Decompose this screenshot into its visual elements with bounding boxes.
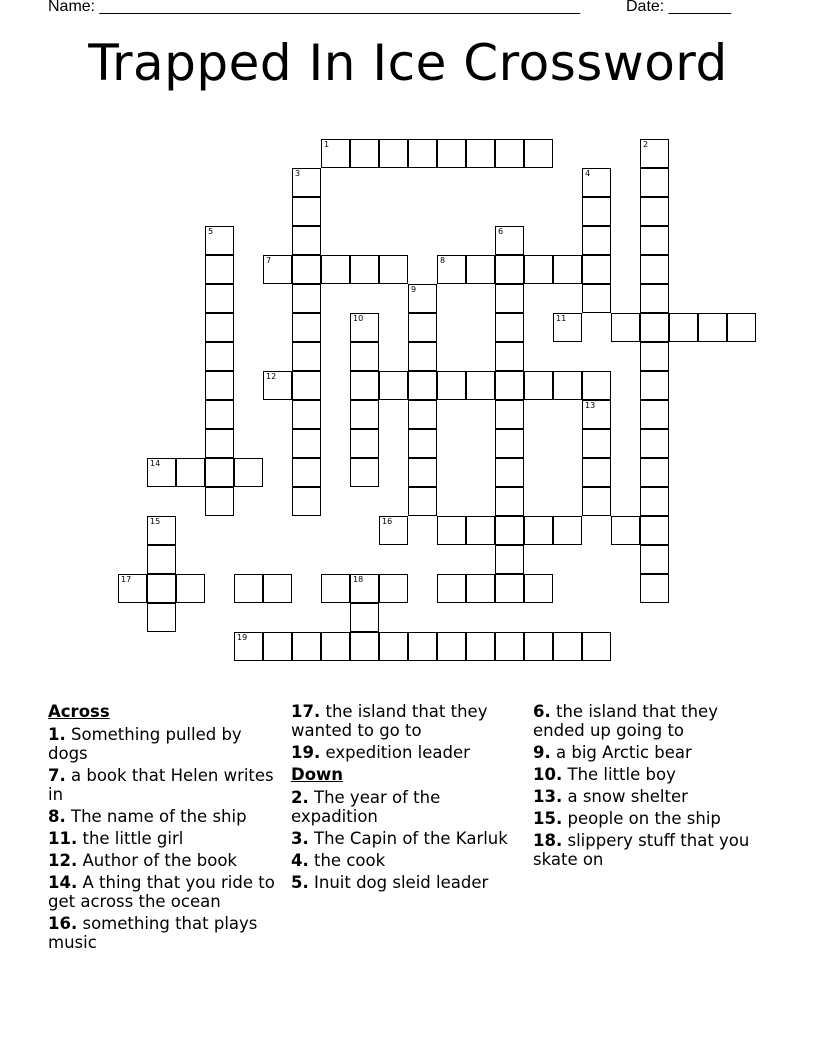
grid-cell[interactable] bbox=[408, 458, 437, 487]
grid-cell[interactable] bbox=[466, 371, 495, 400]
clue-text: Something pulled by dogs bbox=[48, 725, 242, 763]
clue-down-3 bbox=[291, 829, 521, 848]
clue-number: 16. bbox=[48, 914, 78, 933]
clue-number: 9. bbox=[533, 743, 551, 762]
grid-cell[interactable] bbox=[640, 255, 669, 284]
grid-cell[interactable] bbox=[698, 313, 727, 342]
grid-cell[interactable] bbox=[147, 545, 176, 574]
clues-column-1 bbox=[48, 702, 276, 955]
grid-cell[interactable] bbox=[582, 487, 611, 516]
grid-cell[interactable] bbox=[263, 255, 292, 284]
grid-cell[interactable] bbox=[292, 168, 321, 197]
grid-cell[interactable] bbox=[263, 371, 292, 400]
clue-across-19 bbox=[291, 743, 521, 762]
clue-text: the island that they wanted to go to bbox=[291, 702, 488, 740]
grid-cell[interactable] bbox=[582, 197, 611, 226]
grid-cell[interactable] bbox=[437, 574, 466, 603]
grid-cell[interactable] bbox=[495, 574, 524, 603]
grid-cell[interactable] bbox=[350, 603, 379, 632]
clue-text: The little boy bbox=[567, 765, 676, 784]
clue-across-16 bbox=[48, 914, 276, 952]
grid-cell[interactable] bbox=[147, 574, 176, 603]
grid-cell[interactable] bbox=[292, 371, 321, 400]
grid-cell[interactable] bbox=[582, 284, 611, 313]
grid-cell[interactable] bbox=[292, 487, 321, 516]
clue-text: slippery stuff that you skate on bbox=[533, 831, 750, 869]
grid-cell[interactable] bbox=[379, 574, 408, 603]
clue-across-8 bbox=[48, 807, 276, 826]
grid-cell[interactable] bbox=[640, 458, 669, 487]
grid-cell[interactable] bbox=[379, 516, 408, 545]
clue-text: the little girl bbox=[82, 829, 184, 848]
grid-cell[interactable] bbox=[466, 574, 495, 603]
clue-number: 3. bbox=[291, 829, 309, 848]
grid-cell[interactable] bbox=[292, 458, 321, 487]
grid-cell[interactable] bbox=[640, 400, 669, 429]
clue-number: 10. bbox=[533, 765, 563, 784]
grid-cell[interactable] bbox=[524, 632, 553, 661]
grid-cell[interactable] bbox=[350, 574, 379, 603]
grid-cell[interactable] bbox=[379, 632, 408, 661]
clues-column-3 bbox=[533, 702, 773, 872]
clue-text: something that plays music bbox=[48, 914, 258, 952]
clue-number: 15. bbox=[533, 809, 563, 828]
grid-cell[interactable] bbox=[466, 139, 495, 168]
grid-cell[interactable] bbox=[176, 458, 205, 487]
clue-number-label: 8 bbox=[440, 256, 446, 265]
clue-number: 11. bbox=[48, 829, 78, 848]
grid-cell[interactable] bbox=[205, 255, 234, 284]
clue-text: The year of the expadition bbox=[291, 788, 441, 826]
grid-cell[interactable] bbox=[408, 284, 437, 313]
clues-column-2 bbox=[291, 702, 521, 895]
clue-down-18 bbox=[533, 831, 773, 869]
grid-cell[interactable] bbox=[553, 632, 582, 661]
grid-cell[interactable] bbox=[408, 139, 437, 168]
clue-number: 12. bbox=[48, 851, 78, 870]
grid-cell[interactable] bbox=[350, 458, 379, 487]
grid-cell[interactable] bbox=[408, 342, 437, 371]
grid-cell[interactable] bbox=[147, 458, 176, 487]
grid-cell[interactable] bbox=[495, 400, 524, 429]
grid-cell[interactable] bbox=[611, 313, 640, 342]
grid-cell[interactable] bbox=[437, 632, 466, 661]
grid-cell[interactable] bbox=[350, 313, 379, 342]
grid-cell[interactable] bbox=[205, 226, 234, 255]
clue-across-7 bbox=[48, 766, 276, 804]
grid-cell[interactable] bbox=[495, 545, 524, 574]
grid-cell[interactable] bbox=[524, 516, 553, 545]
grid-cell[interactable] bbox=[350, 400, 379, 429]
grid-cell[interactable] bbox=[118, 574, 147, 603]
clue-text: a big Arctic bear bbox=[556, 743, 692, 762]
clue-number: 2. bbox=[291, 788, 309, 807]
name-field[interactable]: Name: ______________________________________________________ bbox=[48, 0, 581, 15]
grid-cell[interactable] bbox=[263, 632, 292, 661]
grid-cell[interactable] bbox=[495, 284, 524, 313]
grid-cell[interactable] bbox=[408, 400, 437, 429]
clue-across-14 bbox=[48, 873, 276, 911]
grid-cell[interactable] bbox=[234, 574, 263, 603]
clue-down-4 bbox=[291, 851, 521, 870]
clue-number-label: 2 bbox=[643, 140, 649, 149]
grid-cell[interactable] bbox=[263, 574, 292, 603]
grid-cell[interactable] bbox=[524, 574, 553, 603]
grid-cell[interactable] bbox=[379, 371, 408, 400]
clue-text: The Capin of the Karluk bbox=[314, 829, 508, 848]
grid-cell[interactable] bbox=[292, 255, 321, 284]
grid-cell[interactable] bbox=[292, 632, 321, 661]
clue-text: a snow shelter bbox=[567, 787, 688, 806]
grid-cell[interactable] bbox=[669, 313, 698, 342]
grid-cell[interactable] bbox=[437, 371, 466, 400]
grid-cell[interactable] bbox=[350, 632, 379, 661]
clue-number: 1. bbox=[48, 725, 66, 744]
clue-text: a book that Helen writes in bbox=[48, 766, 274, 804]
grid-cell[interactable] bbox=[205, 342, 234, 371]
clue-number-label: 5 bbox=[208, 227, 214, 236]
clue-number-label: 4 bbox=[585, 169, 591, 178]
grid-cell[interactable] bbox=[640, 429, 669, 458]
clue-number-label: 18 bbox=[353, 575, 364, 584]
grid-cell[interactable] bbox=[292, 342, 321, 371]
grid-cell[interactable] bbox=[350, 429, 379, 458]
grid-cell[interactable] bbox=[350, 371, 379, 400]
clue-number-label: 3 bbox=[295, 169, 301, 178]
grid-cell[interactable] bbox=[147, 603, 176, 632]
grid-cell[interactable] bbox=[292, 400, 321, 429]
grid-cell[interactable] bbox=[640, 516, 669, 545]
grid-cell[interactable] bbox=[582, 458, 611, 487]
clue-text: the cook bbox=[314, 851, 386, 870]
down-heading: Down bbox=[291, 765, 344, 784]
clue-number-label: 7 bbox=[266, 256, 272, 265]
grid-cell[interactable] bbox=[495, 516, 524, 545]
grid-cell[interactable] bbox=[205, 313, 234, 342]
grid-cell[interactable] bbox=[640, 168, 669, 197]
grid-cell[interactable] bbox=[350, 139, 379, 168]
grid-cell[interactable] bbox=[466, 632, 495, 661]
grid-cell[interactable] bbox=[350, 342, 379, 371]
grid-cell[interactable] bbox=[176, 574, 205, 603]
clue-number: 7. bbox=[48, 766, 66, 785]
grid-cell[interactable] bbox=[640, 545, 669, 574]
clue-number: 6. bbox=[533, 702, 551, 721]
grid-cell[interactable] bbox=[495, 458, 524, 487]
grid-cell[interactable] bbox=[292, 313, 321, 342]
clue-number-label: 9 bbox=[411, 285, 417, 294]
grid-cell[interactable] bbox=[495, 429, 524, 458]
grid-cell[interactable] bbox=[466, 516, 495, 545]
grid-cell[interactable] bbox=[292, 284, 321, 313]
clue-across-11 bbox=[48, 829, 276, 848]
grid-cell[interactable] bbox=[495, 255, 524, 284]
grid-cell[interactable] bbox=[408, 429, 437, 458]
grid-cell[interactable] bbox=[553, 371, 582, 400]
clue-down-2 bbox=[291, 788, 521, 826]
clue-down-13 bbox=[533, 787, 773, 806]
clue-number: 14. bbox=[48, 873, 78, 892]
clue-across-12 bbox=[48, 851, 276, 870]
grid-cell[interactable] bbox=[553, 313, 582, 342]
grid-cell[interactable] bbox=[640, 197, 669, 226]
grid-cell[interactable] bbox=[321, 632, 350, 661]
grid-cell[interactable] bbox=[640, 342, 669, 371]
grid-cell[interactable] bbox=[524, 371, 553, 400]
clue-number-label: 1 bbox=[324, 140, 330, 149]
clue-text: Author of the book bbox=[82, 851, 237, 870]
grid-cell[interactable] bbox=[234, 632, 263, 661]
clue-text: The name of the ship bbox=[71, 807, 247, 826]
grid-cell[interactable] bbox=[495, 226, 524, 255]
clue-across-1 bbox=[48, 725, 276, 763]
grid-cell[interactable] bbox=[292, 429, 321, 458]
clue-down-10 bbox=[533, 765, 773, 784]
across-heading: Across bbox=[48, 702, 110, 721]
clue-number: 13. bbox=[533, 787, 563, 806]
clue-number: 8. bbox=[48, 807, 66, 826]
grid-cell[interactable] bbox=[582, 226, 611, 255]
grid-cell[interactable] bbox=[147, 516, 176, 545]
clue-text: expedition leader bbox=[325, 743, 470, 762]
grid-cell[interactable] bbox=[205, 400, 234, 429]
clue-number-label: 14 bbox=[150, 459, 161, 468]
clue-down-9 bbox=[533, 743, 773, 762]
grid-cell[interactable] bbox=[408, 371, 437, 400]
clue-text: the island that they ended up going to bbox=[533, 702, 718, 740]
clue-across-17 bbox=[291, 702, 521, 740]
grid-cell[interactable] bbox=[321, 139, 350, 168]
puzzle-title: Trapped In Ice Crossword bbox=[88, 34, 728, 92]
clue-number: 4. bbox=[291, 851, 309, 870]
grid-cell[interactable] bbox=[495, 632, 524, 661]
grid-cell[interactable] bbox=[408, 487, 437, 516]
grid-cell[interactable] bbox=[495, 139, 524, 168]
clue-number-label: 16 bbox=[382, 517, 393, 526]
grid-cell[interactable] bbox=[727, 313, 756, 342]
grid-cell[interactable] bbox=[495, 342, 524, 371]
clue-text: A thing that you ride to get across the ocean bbox=[48, 873, 275, 911]
grid-cell[interactable] bbox=[205, 429, 234, 458]
clue-number-label: 10 bbox=[353, 314, 364, 323]
grid-cell[interactable] bbox=[292, 226, 321, 255]
grid-cell[interactable] bbox=[640, 487, 669, 516]
grid-cell[interactable] bbox=[582, 255, 611, 284]
grid-cell[interactable] bbox=[553, 255, 582, 284]
clue-number: 19. bbox=[291, 743, 321, 762]
grid-cell[interactable] bbox=[234, 458, 263, 487]
grid-cell[interactable] bbox=[582, 429, 611, 458]
clue-number: 5. bbox=[291, 873, 309, 892]
grid-cell[interactable] bbox=[495, 313, 524, 342]
grid-cell[interactable] bbox=[379, 255, 408, 284]
grid-cell[interactable] bbox=[408, 632, 437, 661]
grid-cell[interactable] bbox=[582, 168, 611, 197]
grid-cell[interactable] bbox=[553, 516, 582, 545]
grid-cell[interactable] bbox=[640, 284, 669, 313]
clue-number: 18. bbox=[533, 831, 563, 850]
grid-cell[interactable] bbox=[350, 255, 379, 284]
grid-cell[interactable] bbox=[379, 139, 408, 168]
grid-cell[interactable] bbox=[437, 139, 466, 168]
date-field[interactable]: Date: _______ bbox=[626, 0, 731, 15]
clue-number-label: 15 bbox=[150, 517, 161, 526]
grid-cell[interactable] bbox=[582, 371, 611, 400]
grid-cell[interactable] bbox=[640, 371, 669, 400]
grid-cell[interactable] bbox=[292, 197, 321, 226]
grid-cell[interactable] bbox=[524, 139, 553, 168]
clue-number-label: 17 bbox=[121, 575, 132, 584]
grid-cell[interactable] bbox=[437, 255, 466, 284]
clue-number: 17. bbox=[291, 702, 321, 721]
grid-cell[interactable] bbox=[582, 632, 611, 661]
clue-down-15 bbox=[533, 809, 773, 828]
grid-cell[interactable] bbox=[205, 284, 234, 313]
grid-cell[interactable] bbox=[321, 574, 350, 603]
clue-number-label: 19 bbox=[237, 633, 248, 642]
grid-cell[interactable] bbox=[205, 487, 234, 516]
grid-cell[interactable] bbox=[205, 458, 234, 487]
clue-text: Inuit dog sleid leader bbox=[314, 873, 489, 892]
grid-cell[interactable] bbox=[524, 255, 553, 284]
clue-number-label: 13 bbox=[585, 401, 596, 410]
grid-cell[interactable] bbox=[611, 516, 640, 545]
clue-down-6 bbox=[533, 702, 773, 740]
clue-text: people on the ship bbox=[567, 809, 721, 828]
grid-cell[interactable] bbox=[640, 313, 669, 342]
grid-cell[interactable] bbox=[466, 255, 495, 284]
grid-cell[interactable] bbox=[321, 255, 350, 284]
grid-cell[interactable] bbox=[437, 516, 466, 545]
grid-cell[interactable] bbox=[495, 487, 524, 516]
clue-down-5 bbox=[291, 873, 521, 892]
clue-number-label: 11 bbox=[556, 314, 567, 323]
clue-number-label: 12 bbox=[266, 372, 277, 381]
grid-cell[interactable] bbox=[640, 226, 669, 255]
grid-cell[interactable] bbox=[640, 139, 669, 168]
grid-cell[interactable] bbox=[495, 371, 524, 400]
grid-cell[interactable] bbox=[205, 371, 234, 400]
grid-cell[interactable] bbox=[582, 400, 611, 429]
grid-cell[interactable] bbox=[408, 313, 437, 342]
grid-cell[interactable] bbox=[640, 574, 669, 603]
clue-number-label: 6 bbox=[498, 227, 504, 236]
